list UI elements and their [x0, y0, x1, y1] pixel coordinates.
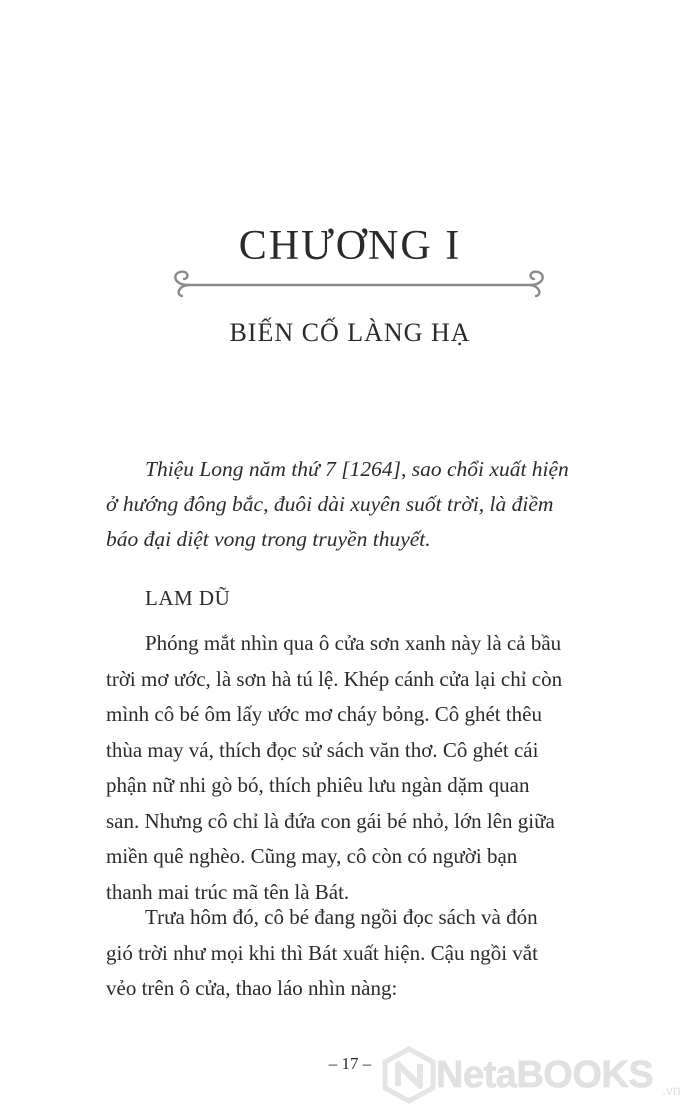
paragraph-line: gió trời như mọi khi thì Bát xuất hiện. Cậu ngồi vắt — [106, 940, 538, 965]
paragraph-line: miền quê nghèo. Cũng may, cô còn có người bạn — [106, 844, 518, 868]
paragraph-line: vẻo trên ô cửa, thao láo nhìn nàng: — [106, 976, 398, 1000]
paragraph-line: phận nữ nhi gò bó, thích phiêu lưu ngàn dặm quan — [106, 773, 530, 797]
body-paragraph-1 — [106, 626, 626, 910]
section-heading: LAM DŨ — [145, 586, 231, 610]
paragraph-line: Phóng mắt nhìn qua ô cửa sơn xanh này là cả bầu — [145, 631, 562, 655]
epigraph-line: báo đại diệt vong trong truyền thuyết. — [106, 527, 431, 551]
watermark-suffix: .vn — [662, 1082, 681, 1098]
page-number: – 17 – — [328, 1054, 372, 1073]
paragraph-line: trời mơ ước, là sơn hà tú lệ. Khép cánh cửa lại chỉ còn — [106, 666, 563, 691]
chapter-title: CHƯƠNG I — [238, 223, 462, 269]
paragraph-line: san. Nhưng cô chỉ là đứa con gái bé nhỏ, lớn lên giữa — [106, 808, 555, 833]
epigraph — [106, 452, 625, 557]
paragraph-line: thanh mai trúc mã tên là Bát. — [106, 879, 350, 904]
watermark-brand: NetaBOOKS — [436, 1054, 654, 1096]
epigraph-line: ở hướng đông bắc, đuôi dài xuyên suốt trời, là điềm — [106, 492, 554, 516]
scroll-ornament-divider-icon — [168, 266, 550, 300]
epigraph-line: Thiệu Long năm thứ 7 [1264], sao chổi xuất hiện — [145, 457, 569, 481]
paragraph-line: Trưa hôm đó, cô bé đang ngồi đọc sách và đón — [145, 905, 538, 929]
chapter-subtitle: BIẾN CỐ LÀNG HẠ — [229, 318, 471, 347]
body-paragraph-2 — [106, 900, 626, 1007]
netabooks-logo-icon — [380, 1046, 438, 1104]
paragraph-line: thùa may vá, thích đọc sử sách văn thơ. Cô ghét cái — [106, 737, 539, 762]
paragraph-line: mình cô bé ôm lấy ước mơ cháy bỏng. Cô ghét thêu — [106, 702, 543, 726]
watermark — [380, 1040, 700, 1110]
